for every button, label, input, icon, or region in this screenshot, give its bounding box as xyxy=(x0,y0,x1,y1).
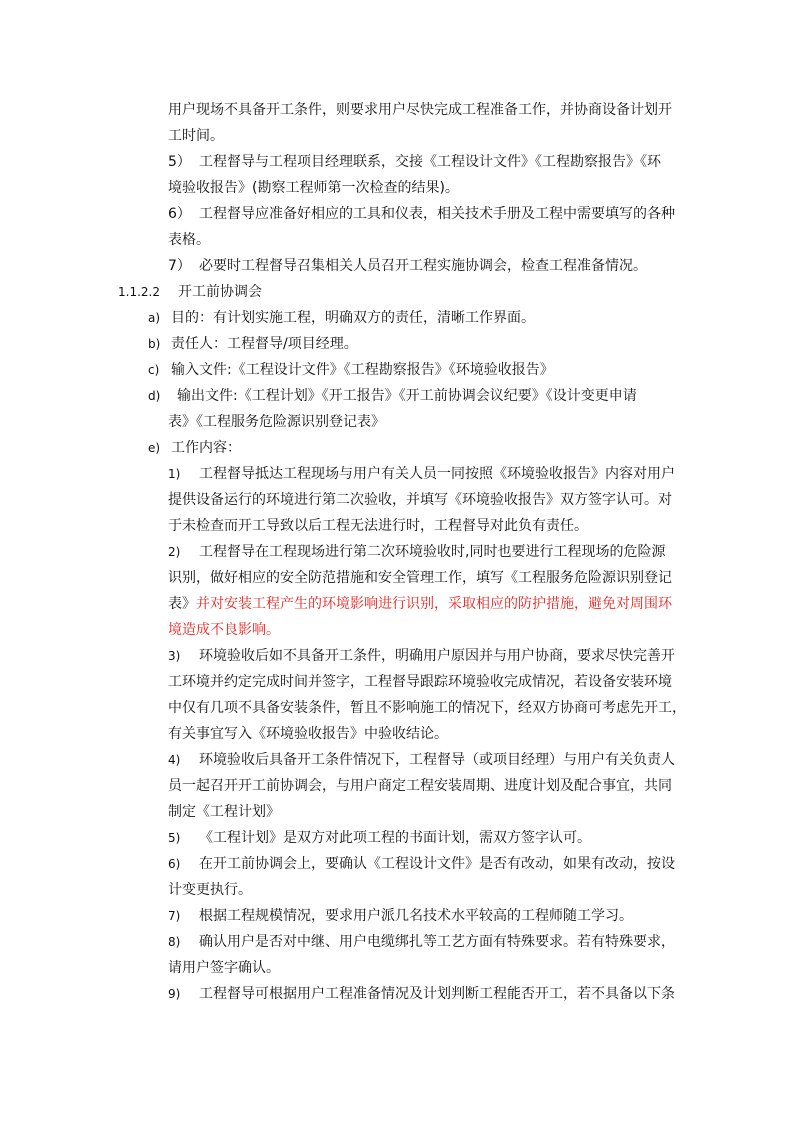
item-d-line-1: 输出文件:《工程计划》《开工报告》《开工前协调会议纪要》《设计变更申请 xyxy=(177,388,637,404)
item-c-text: 输入文件:《工程设计文件》《工程勘察报告》《环境验收报告》 xyxy=(171,362,554,378)
work-1-line-2: 提供设备运行的环境进行第二次验收，并填写《环境验收报告》双方签字认可。对 xyxy=(168,492,672,508)
work-4-line-3: 制定《工程计划》 xyxy=(168,804,280,820)
work-4-line-2: 员一起召开开工前协调会，与用户商定工程安装周期、进度计划及配合事宜，共同 xyxy=(168,778,672,794)
work-2-line-3-black: 表》 xyxy=(168,596,196,612)
work-8-line-1: 确认用户是否对中继、用户电缆绑扎等工艺方面有特殊要求。若有特殊要求， xyxy=(199,934,675,950)
step-6-line-2: 表格。 xyxy=(168,232,210,248)
step-6-number: 6） xyxy=(168,206,191,222)
step-7-line-1: 必要时工程督导召集相关人员召开工程实施协调会，检查工程准备情况。 xyxy=(199,258,647,274)
intro-line-1: 用户现场不具备开工条件，则要求用户尽快完成工程准备工作，并协商设备计划开 xyxy=(168,102,672,118)
work-1-number: 1) xyxy=(168,467,181,481)
item-c-label: c) xyxy=(148,363,160,377)
step-7-number: 7） xyxy=(168,258,191,274)
section-number: 1.1.2.2 xyxy=(118,285,160,299)
work-6-line-1: 在开工前协调会上，要确认《工程设计文件》是否有改动，如果有改动，按设 xyxy=(199,856,675,872)
work-5-number: 5) xyxy=(168,831,181,845)
work-2-highlight-text: 并对安装工程产生的环境影响进行识别，采取相应的防护措施，避免对周围环 xyxy=(196,596,672,612)
work-3-number: 3) xyxy=(168,649,181,663)
work-1-line-1: 工程督导抵达工程现场与用户有关人员一同按照《环境验收报告》内容对用户 xyxy=(199,466,675,482)
work-1-line-3: 于未检查而开工导致以后工程无法进行时，工程督导对此负有责任。 xyxy=(168,518,588,534)
work-2-line-2: 识别，做好相应的安全防范措施和安全管理工作，填写《工程服务危险源识别登记 xyxy=(168,570,672,586)
item-d-line-2: 表》《工程服务危险源识别登记表》 xyxy=(168,414,385,430)
intro-line-2: 工时间。 xyxy=(168,128,224,144)
work-3-line-4: 有关事宜写入《环境验收报告》中验收结论。 xyxy=(168,726,448,742)
work-2-line-1: 工程督导在工程现场进行第二次环境验收时,同时也要进行工程现场的危险源 xyxy=(199,544,666,560)
work-6-number: 6) xyxy=(168,857,181,871)
step-5-number: 5） xyxy=(168,154,191,170)
work-8-number: 8) xyxy=(168,935,181,949)
work-9-line-1: 工程督导可根据用户工程准备情况及计划判断工程能否开工，若不具备以下条 xyxy=(199,986,675,1002)
item-a-text: 目的：有计划实施工程，明确双方的责任，清晰工作界面。 xyxy=(171,310,535,326)
item-b-label: b) xyxy=(148,337,161,351)
work-8-line-2: 请用户签字确认。 xyxy=(168,960,280,976)
work-2-highlight-line: 境造成不良影响。 xyxy=(168,622,280,638)
work-3-line-2: 工环境并约定完成时间并签字，工程督导跟踪环境验收完成情况，若设备安装环境 xyxy=(168,674,672,690)
section-title: 开工前协调会 xyxy=(178,284,262,300)
work-3-line-1: 环境验收后如不具备开工条件，明确用户原因并与用户协商，要求尽快完善开 xyxy=(199,648,675,664)
work-2-number: 2) xyxy=(168,545,181,559)
work-4-line-1: 环境验收后具备开工条件情况下，工程督导（或项目经理）与用户有关负责人 xyxy=(199,752,675,768)
step-6-line-1: 工程督导应准备好相应的工具和仪表，相关技术手册及工程中需要填写的各种 xyxy=(199,206,675,222)
item-e-text: 工作内容： xyxy=(171,440,241,456)
work-7-number: 7) xyxy=(168,909,181,923)
work-9-number: 9) xyxy=(168,987,181,1001)
item-b-text: 责任人：工程督导/项目经理。 xyxy=(171,336,358,352)
item-a-label: a) xyxy=(148,311,161,325)
work-3-line-3: 中仅有几项不具备安装条件，暂且不影响施工的情况下，经双方协商可考虑先开工， xyxy=(168,700,686,716)
step-5-line-1: 工程督导与工程项目经理联系，交接《工程设计文件》《工程勘察报告》《环 xyxy=(199,154,661,170)
work-4-number: 4) xyxy=(168,753,181,767)
work-2-line-3 xyxy=(168,595,672,613)
work-7-line-1: 根据工程规模情况，要求用户派几名技术水平较高的工程师随工学习。 xyxy=(199,908,633,924)
item-e-label: e) xyxy=(148,441,161,455)
work-5-line-1: 《工程计划》是双方对此项工程的书面计划，需双方签字认可。 xyxy=(199,830,591,846)
work-6-line-2: 计变更执行。 xyxy=(168,882,252,898)
item-d-label: d) xyxy=(148,389,161,403)
step-5-line-2: 境验收报告》(勘察工程师第一次检查的结果)。 xyxy=(168,180,459,196)
